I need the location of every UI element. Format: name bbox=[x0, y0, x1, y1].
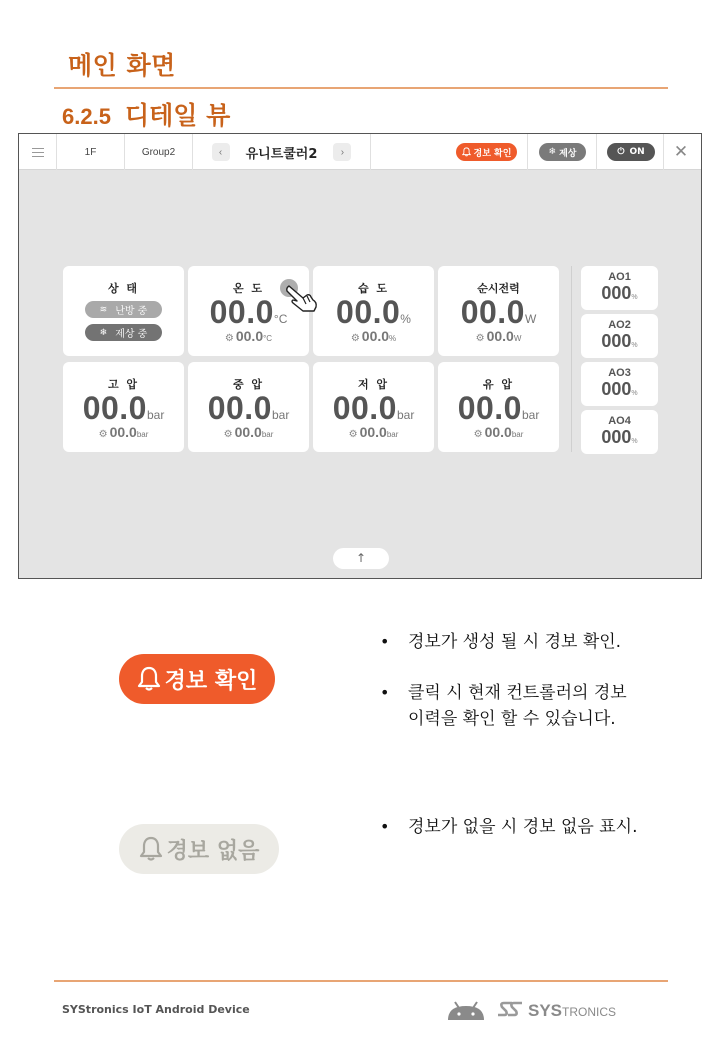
bullet: • bbox=[380, 817, 390, 836]
ao-number: 000 bbox=[601, 379, 632, 399]
setpoint-number: 00.0 bbox=[359, 424, 387, 440]
floor-selector[interactable]: 1F bbox=[57, 134, 125, 170]
defrost-status-label: 제상 중 bbox=[115, 329, 148, 340]
topbar-divider bbox=[596, 134, 597, 170]
power-icon: ⏻ bbox=[617, 147, 625, 157]
setpoint-unit: bar bbox=[136, 430, 149, 439]
gear-icon: ⚙ bbox=[475, 333, 485, 344]
value-number: 00.0 bbox=[207, 390, 272, 426]
alarm-check-label: 경보 확인 bbox=[473, 148, 512, 159]
card-value bbox=[313, 390, 434, 427]
topbar-divider bbox=[663, 134, 664, 170]
snowflake-icon: ❄ bbox=[99, 327, 108, 338]
bullet-text: 클릭 시 현재 컨트롤러의 경보이력을 확인 할 수 있습니다. bbox=[408, 683, 627, 729]
card-setpoint bbox=[313, 328, 434, 344]
hamburger-icon bbox=[32, 148, 44, 157]
value-number: 00.0 bbox=[209, 294, 274, 330]
setpoint-unit: bar bbox=[386, 430, 399, 439]
gear-icon: ⚙ bbox=[348, 429, 358, 440]
card-setpoint bbox=[188, 328, 309, 344]
card-label: 습 도 bbox=[357, 282, 390, 295]
setpoint-number: 00.0 bbox=[109, 424, 137, 440]
power-label: ON bbox=[629, 147, 645, 157]
card-setpoint bbox=[438, 424, 559, 440]
setpoint-number: 00.0 bbox=[361, 328, 390, 344]
ao-card[interactable] bbox=[581, 410, 658, 454]
mid-pressure-card[interactable] bbox=[188, 362, 309, 452]
page-title: 메인 화면 bbox=[68, 51, 176, 80]
ao-label: AO3 bbox=[608, 367, 631, 379]
close-icon[interactable]: ✕ bbox=[673, 142, 689, 161]
value-number: 00.0 bbox=[82, 390, 147, 426]
footer-rule bbox=[54, 980, 668, 982]
ao-number: 000 bbox=[601, 283, 632, 303]
header-rule bbox=[54, 87, 668, 89]
android-icon bbox=[448, 1002, 484, 1020]
value-unit: % bbox=[400, 312, 411, 326]
ao-value bbox=[581, 283, 658, 304]
value-number: 00.0 bbox=[336, 294, 401, 330]
card-value bbox=[188, 390, 309, 427]
top-bar bbox=[19, 134, 701, 170]
topbar-divider bbox=[527, 134, 528, 170]
chevron-right-icon[interactable]: › bbox=[333, 143, 351, 161]
ao-label: AO2 bbox=[608, 319, 631, 331]
low-pressure-card[interactable] bbox=[313, 362, 434, 452]
setpoint-number: 00.0 bbox=[235, 328, 264, 344]
ao-label: AO1 bbox=[608, 271, 631, 283]
setpoint-unit: bar bbox=[511, 430, 524, 439]
heating-status-label: 난방 중 bbox=[115, 306, 148, 317]
setpoint-unit: % bbox=[389, 334, 397, 343]
ao-card[interactable] bbox=[581, 314, 658, 358]
value-unit: bar bbox=[146, 408, 165, 422]
card-label: 중 압 bbox=[232, 378, 265, 391]
systronics-logo bbox=[446, 994, 666, 1024]
bell-icon bbox=[462, 147, 471, 157]
bell-icon bbox=[139, 836, 163, 862]
value-unit: W bbox=[524, 312, 537, 326]
heat-icon: ≋ bbox=[99, 304, 108, 315]
value-number: 00.0 bbox=[457, 390, 522, 426]
setpoint-unit: °C bbox=[263, 334, 273, 343]
defrost-label: 제상 bbox=[559, 148, 577, 159]
value-unit: bar bbox=[396, 408, 415, 422]
card-label: 유 압 bbox=[482, 378, 515, 391]
status-label: 상 태 bbox=[107, 282, 140, 295]
gear-icon: ⚙ bbox=[98, 429, 108, 440]
chevron-left-icon[interactable]: ‹ bbox=[212, 143, 230, 161]
ao-unit: % bbox=[631, 294, 638, 301]
detail-view-screenshot bbox=[18, 133, 702, 579]
humidity-card[interactable] bbox=[313, 266, 434, 356]
touch-hand-icon bbox=[277, 278, 321, 314]
brand-text: SYSTRONICS bbox=[528, 1001, 617, 1020]
no-alarm-example-label: 경보 없음 bbox=[166, 838, 260, 864]
ao-number: 000 bbox=[601, 427, 632, 447]
card-value bbox=[313, 294, 434, 331]
footer-text: SYStronics IoT Android Device bbox=[62, 1003, 250, 1016]
card-label: 저 압 bbox=[357, 378, 390, 391]
alarm-check-button[interactable] bbox=[456, 143, 517, 161]
group-selector[interactable]: Group2 bbox=[125, 134, 193, 170]
card-value bbox=[63, 390, 184, 427]
card-setpoint bbox=[438, 328, 559, 344]
alarm-check-example-button bbox=[119, 654, 275, 704]
ao-unit: % bbox=[631, 438, 638, 445]
card-setpoint bbox=[63, 424, 184, 440]
ao-label: AO4 bbox=[608, 415, 631, 427]
value-number: 00.0 bbox=[460, 294, 525, 330]
device-navigator bbox=[193, 134, 371, 170]
card-label: 온 도 bbox=[232, 282, 265, 295]
systronics-mark bbox=[498, 1003, 522, 1015]
section-title: 디테일 뷰 bbox=[124, 101, 231, 130]
gear-icon: ⚙ bbox=[350, 333, 360, 344]
alarm-check-example-label: 경보 확인 bbox=[164, 668, 258, 694]
value-unit: °C bbox=[273, 312, 288, 326]
gear-icon: ⚙ bbox=[224, 333, 234, 344]
bullet-text: 경보가 생성 될 시 경보 확인. bbox=[408, 632, 622, 652]
power-button[interactable] bbox=[607, 143, 655, 161]
power-card[interactable] bbox=[438, 266, 559, 356]
high-pressure-card[interactable] bbox=[63, 362, 184, 452]
defrost-status-badge bbox=[85, 324, 162, 341]
ao-divider bbox=[571, 266, 572, 452]
value-unit: bar bbox=[271, 408, 290, 422]
ao-value bbox=[581, 427, 658, 448]
status-card bbox=[63, 266, 184, 356]
bell-icon bbox=[137, 666, 161, 692]
setpoint-number: 00.0 bbox=[486, 328, 514, 344]
bullet: • bbox=[380, 632, 390, 651]
value-unit: bar bbox=[521, 408, 540, 422]
ao-value bbox=[581, 331, 658, 352]
scroll-up-button[interactable]: ↑ bbox=[333, 548, 389, 569]
ao-unit: % bbox=[631, 342, 638, 349]
card-value bbox=[438, 294, 559, 331]
section-number: 6.2.5 bbox=[62, 104, 111, 129]
gear-icon: ⚙ bbox=[223, 429, 233, 440]
setpoint-unit: W bbox=[513, 334, 522, 343]
setpoint-number: 00.0 bbox=[484, 424, 512, 440]
card-setpoint bbox=[313, 424, 434, 440]
card-label: 순시전력 bbox=[477, 282, 520, 295]
setpoint-number: 00.0 bbox=[234, 424, 262, 440]
gear-icon: ⚙ bbox=[473, 429, 483, 440]
ao-unit: % bbox=[631, 390, 638, 397]
bullet: • bbox=[380, 683, 390, 702]
heating-status-badge bbox=[85, 301, 162, 318]
oil-pressure-card[interactable] bbox=[438, 362, 559, 452]
defrost-button[interactable] bbox=[539, 143, 586, 161]
ao-number: 000 bbox=[601, 331, 632, 351]
card-value bbox=[438, 390, 559, 427]
ao-card[interactable] bbox=[581, 266, 658, 310]
card-setpoint bbox=[188, 424, 309, 440]
ao-value bbox=[581, 379, 658, 400]
device-name: 유니트쿨러2 bbox=[245, 146, 318, 162]
section-heading bbox=[62, 96, 230, 132]
no-alarm-example-button bbox=[119, 824, 279, 874]
snowflake-icon: ❄ bbox=[548, 147, 557, 157]
value-number: 00.0 bbox=[332, 390, 397, 426]
menu-button[interactable] bbox=[19, 134, 57, 170]
bullet-text: 경보가 없을 시 경보 없음 표시. bbox=[408, 817, 638, 837]
ao-card[interactable] bbox=[581, 362, 658, 406]
card-label: 고 압 bbox=[107, 378, 140, 391]
setpoint-unit: bar bbox=[261, 430, 274, 439]
